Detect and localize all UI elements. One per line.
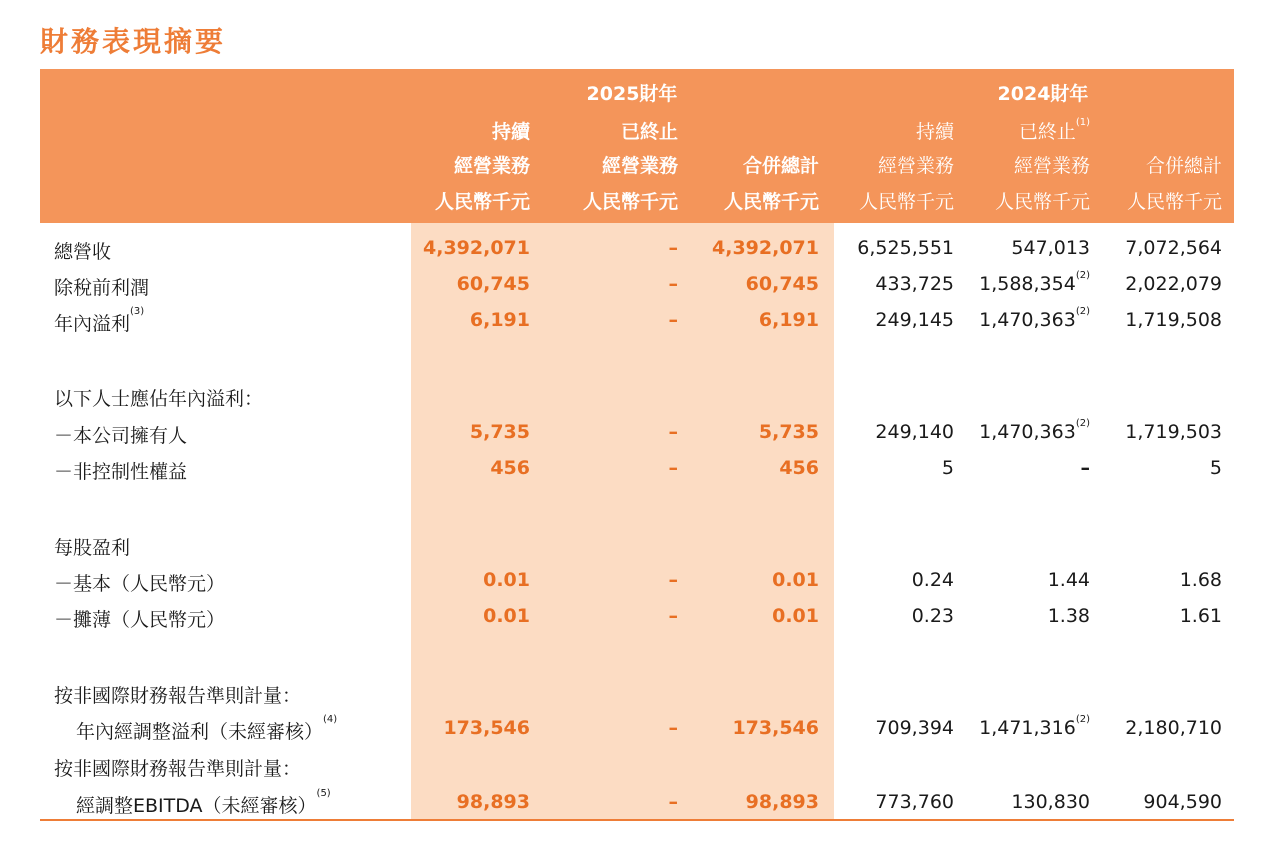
cell-col6: 2,022,079	[1125, 273, 1222, 295]
table-row	[0, 306, 1280, 336]
table-row	[0, 234, 1280, 264]
cell-col5: –	[1080, 457, 1090, 479]
row-label: －本公司擁有人	[54, 425, 188, 447]
cell-col2: –	[668, 717, 678, 739]
cell-col5: 1,470,363$^{(2)}$	[979, 418, 1090, 443]
table-row	[0, 381, 1280, 411]
cell-col2: –	[668, 457, 678, 479]
cell-col5: 1,471,316$^{(2)}$	[979, 714, 1090, 739]
row-label: 經調整EBITDA（未經審核）$^{(5)}$	[76, 788, 331, 817]
cell-col2: –	[668, 309, 678, 331]
table-row	[0, 566, 1280, 596]
row-label: 年內經調整溢利（未經審核）$^{(4)}$	[76, 714, 338, 743]
footnote-1: (1)	[1075, 117, 1090, 128]
hdr-2025-cont-unit: 人民幣千元	[434, 191, 530, 213]
cell-col6: 1,719,503	[1125, 421, 1222, 443]
footnote-ref: (2)	[1075, 306, 1090, 317]
row-label: 每股盈利	[54, 537, 131, 559]
cell-col4: 709,394	[875, 717, 954, 739]
table-row	[0, 270, 1280, 300]
footnote-ref: (4)	[323, 714, 338, 725]
cell-col6: 2,180,710	[1125, 717, 1222, 739]
row-label: 除稅前利潤	[54, 277, 150, 299]
cell-col2: –	[668, 605, 678, 627]
footnote-ref: (2)	[1075, 270, 1090, 281]
hdr-2024-disc-2: 經營業務	[1013, 155, 1090, 177]
cell-col1: 6,191	[469, 309, 530, 331]
cell-col3: 98,893	[745, 791, 819, 813]
hdr-2024-total: 合併總計	[1145, 155, 1222, 177]
table-row	[0, 602, 1280, 632]
hdr-2024-cont-unit: 人民幣千元	[858, 191, 954, 213]
cell-col1: 4,392,071	[423, 237, 530, 259]
hdr-2024-cont-2: 經營業務	[877, 155, 954, 177]
cell-col6: 1.68	[1179, 569, 1222, 591]
row-label: －非控制性權益	[54, 461, 188, 483]
cell-col4: 773,760	[875, 791, 954, 813]
cell-col6: 7,072,564	[1125, 237, 1222, 259]
hdr-2025-disc-1: 已終止	[620, 121, 678, 143]
footnote-ref: (5)	[316, 788, 331, 799]
cell-col6: 1.61	[1179, 605, 1222, 627]
bottom-rule	[40, 819, 1234, 821]
cell-col1: 60,745	[456, 273, 530, 295]
table-row	[0, 530, 1280, 560]
fy2025-label: 2025財年	[586, 83, 678, 105]
row-label: 以下人士應佔年內溢利：	[54, 388, 264, 410]
cell-col6: 5	[1209, 457, 1222, 479]
footnote-ref: (2)	[1075, 418, 1090, 429]
cell-col1: 98,893	[456, 791, 530, 813]
table-row	[0, 418, 1280, 448]
cell-col6: 1,719,508	[1125, 309, 1222, 331]
hdr-2024-total-unit: 人民幣千元	[1126, 191, 1222, 213]
hdr-2025-cont-2: 經營業務	[453, 155, 530, 177]
hdr-2024-disc-unit: 人民幣千元	[994, 191, 1090, 213]
row-label: 按非國際財務報告準則計量：	[54, 685, 302, 707]
table-row	[0, 714, 1280, 744]
hdr-2025-disc-unit: 人民幣千元	[582, 191, 678, 213]
cell-col1: 0.01	[483, 605, 530, 627]
row-label: －攤薄（人民幣元）	[54, 609, 226, 631]
cell-col3: 5,735	[758, 421, 819, 443]
fy2024-label: 2024財年	[997, 83, 1089, 105]
footnote-ref: (2)	[1075, 714, 1090, 725]
table-row	[0, 788, 1280, 818]
cell-col4: 0.23	[911, 605, 954, 627]
row-label: －基本（人民幣元）	[54, 573, 226, 595]
hdr-2024-cont-1: 持續	[915, 121, 954, 143]
cell-col4: 6,525,551	[857, 237, 954, 259]
cell-col4: 0.24	[911, 569, 954, 591]
cell-col2: –	[668, 273, 678, 295]
hdr-2025-cont-1: 持續	[491, 121, 530, 143]
cell-col5: 547,013	[1011, 237, 1090, 259]
cell-col3: 6,191	[758, 309, 819, 331]
cell-col5: 1,588,354$^{(2)}$	[979, 270, 1090, 295]
hdr-2024-disc-1: 已終止$^{(1)}$	[1018, 117, 1090, 143]
table-row	[0, 454, 1280, 484]
cell-col3: 456	[779, 457, 819, 479]
cell-col5: 1.44	[1047, 569, 1090, 591]
cell-col4: 249,145	[875, 309, 954, 331]
table-row	[0, 678, 1280, 708]
cell-col2: –	[668, 237, 678, 259]
cell-col2: –	[668, 791, 678, 813]
cell-col1: 5,735	[469, 421, 530, 443]
cell-col4: 5	[941, 457, 954, 479]
cell-col4: 249,140	[875, 421, 954, 443]
row-label: 年內溢利$^{(3)}$	[54, 306, 145, 335]
cell-col1: 173,546	[443, 717, 530, 739]
cell-col4: 433,725	[875, 273, 954, 295]
cell-col3: 0.01	[772, 605, 819, 627]
cell-col1: 0.01	[483, 569, 530, 591]
hdr-2025-total: 合併總計	[742, 155, 819, 177]
cell-col5: 1,470,363$^{(2)}$	[979, 306, 1090, 331]
cell-col6: 904,590	[1143, 791, 1222, 813]
row-label: 總營收	[54, 241, 112, 263]
cell-col2: –	[668, 569, 678, 591]
cell-col3: 0.01	[772, 569, 819, 591]
hdr-2025-total-unit: 人民幣千元	[723, 191, 819, 213]
table-row	[0, 751, 1280, 781]
page-title: 財務表現摘要	[40, 25, 227, 58]
footnote-ref: (3)	[130, 306, 145, 317]
cell-col3: 4,392,071	[712, 237, 819, 259]
cell-col1: 456	[490, 457, 530, 479]
hdr-2025-disc-2: 經營業務	[601, 155, 678, 177]
cell-col5: 130,830	[1011, 791, 1090, 813]
table-header	[40, 69, 1234, 223]
cell-col3: 173,546	[732, 717, 819, 739]
cell-col5: 1.38	[1047, 605, 1090, 627]
cell-col3: 60,745	[745, 273, 819, 295]
row-label: 按非國際財務報告準則計量：	[54, 758, 302, 780]
cell-col2: –	[668, 421, 678, 443]
